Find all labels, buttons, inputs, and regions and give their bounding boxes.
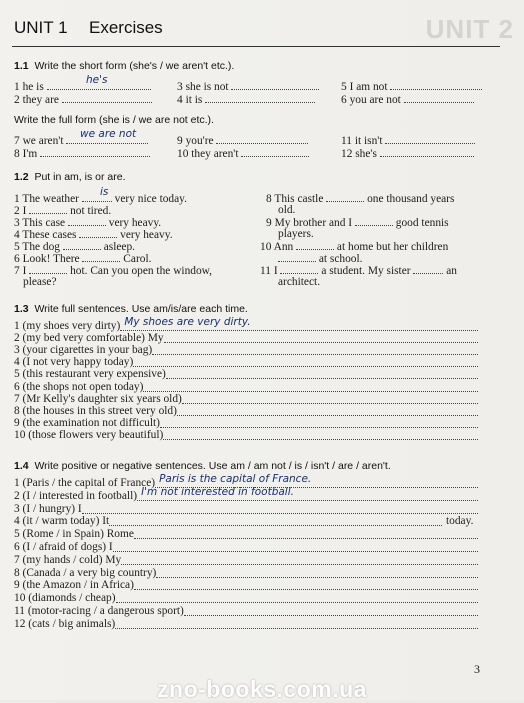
item-number: 4 <box>14 356 20 369</box>
item-prompt: (I not very happy today) <box>19 356 134 369</box>
answer-line <box>115 619 478 629</box>
item-number: 6 <box>14 380 20 393</box>
item-1-2-7: 7 I hot. Can you open the window, <box>14 265 213 277</box>
item-prompt: (cats / big animals) <box>25 617 116 630</box>
site-watermark: zno-books.com.ua <box>157 676 367 702</box>
sentence-item <box>14 381 143 393</box>
sentence-item <box>14 579 134 591</box>
sentence-item <box>14 344 152 356</box>
item-number: 8 <box>14 566 20 579</box>
item-1-2-3: 3 This case very heavy. <box>14 217 162 229</box>
answer-line <box>184 606 478 616</box>
answer-line <box>156 568 478 578</box>
sentence-item <box>14 605 184 617</box>
answer-line <box>164 333 478 343</box>
item-number: 11 <box>14 605 25 617</box>
item-1-2-11: 11 I a student. My sister an <box>260 265 458 277</box>
sentence-item <box>14 528 134 540</box>
answer-line <box>143 382 478 392</box>
item-number: 8 <box>14 404 20 417</box>
item-1-2-10-cont: at school. <box>278 252 363 265</box>
item-1-1-2: 2 they are <box>14 93 152 106</box>
sentence-item <box>14 368 166 380</box>
item-prompt: (I / hungry) I <box>19 502 82 515</box>
item-prompt: (Mr Kelly's daughter six years old) <box>19 392 182 405</box>
sentence-item <box>14 405 177 417</box>
exercise-1-4-heading <box>14 460 391 472</box>
item-number: 1 <box>14 320 20 332</box>
sentence-item <box>14 429 163 441</box>
sentence-item <box>14 393 182 405</box>
item-prompt: (the houses in this street very old) <box>19 404 177 417</box>
answer-line <box>160 418 478 428</box>
handwritten-answer: My shoes are very dirty. <box>124 316 251 328</box>
unit-header <box>12 16 500 47</box>
exercise-1-1-heading <box>14 60 234 72</box>
exercise-instruction: Write the short form (she's / we aren't etc.). <box>34 60 235 72</box>
item-prompt: (the shops not open today) <box>19 380 144 393</box>
exercise-1-1-subheading: Write the full form (she is / we are not etc.). <box>14 114 214 126</box>
bleed-through-heading: UNIT 2 <box>425 14 514 44</box>
item-1-2-10: 10 Ann at home but her children <box>260 241 449 253</box>
item-1-1-6: 6 you are not <box>341 93 474 106</box>
item-prompt: (my hands / cold) My <box>19 553 122 566</box>
item-1-1-3: 3 she is not <box>177 80 319 93</box>
item-prompt: (your cigarettes in your bag) <box>19 344 153 357</box>
answer-line <box>116 593 478 603</box>
item-prompt: (this restaurant very expensive) <box>19 368 166 381</box>
item-number: 3 <box>14 344 20 357</box>
item-prompt: (those flowers very beautiful) <box>25 428 164 441</box>
exercise-instruction: Write positive or negative sentences. Use am / am not / is / isn't / are / aren't. <box>34 460 391 472</box>
sentence-item <box>14 417 160 429</box>
item-number: 7 <box>14 553 20 566</box>
item-1-2-4: 4 These cases very heavy. <box>14 229 173 241</box>
item-1-2-6: 6 Look! There Carol. <box>14 253 152 265</box>
item-number: 2 <box>14 332 20 345</box>
item-1-2-5: 5 The dog asleep. <box>14 241 136 253</box>
item-number: 12 <box>14 617 26 630</box>
page-title: Exercises <box>89 18 163 37</box>
answer-line <box>163 430 478 440</box>
sentence-item <box>14 332 164 344</box>
exercise-number: 1.2 <box>14 171 29 183</box>
item-1-1-4: 4 it is <box>177 93 315 106</box>
item-prompt: (the Amazon / in Africa) <box>19 579 134 592</box>
item-1-1-1: 1 he is <box>14 80 151 93</box>
exercise-number: 1.1 <box>14 60 29 72</box>
answer-line <box>177 406 478 416</box>
item-1-2-9-cont: players. <box>278 228 314 240</box>
handwritten-answer: we are not <box>80 128 137 140</box>
sentence-item <box>14 477 155 489</box>
answer-line <box>134 580 478 590</box>
answer-line <box>133 357 478 367</box>
answer-line <box>166 369 478 379</box>
item-1-2-1: 1 The weather very nice today. <box>14 193 187 205</box>
sentence-item <box>14 515 109 527</box>
exercise-number: 1.4 <box>14 460 29 472</box>
item-prompt: (Paris / the capital of France) <box>19 477 156 489</box>
item-1-1-11: 11 it isn't <box>341 134 475 147</box>
answer-line <box>182 394 478 404</box>
item-1-2-7-cont: please? <box>23 276 57 288</box>
sentence-item <box>14 554 121 566</box>
item-1-2-9: 9 My brother and I good tennis <box>266 217 449 229</box>
item-prompt: (Rome / in Spain) Rome <box>19 528 134 541</box>
item-prompt: (diamonds / cheap) <box>25 592 116 605</box>
handwritten-answer: he's <box>86 74 108 86</box>
item-number: 4 <box>14 515 20 528</box>
handwritten-answer: Paris is the capital of France. <box>159 473 312 485</box>
answer-line <box>82 504 478 514</box>
answer-line <box>109 516 442 526</box>
sentence-item <box>14 320 120 332</box>
sentence-item <box>14 503 82 515</box>
exercise-instruction: Write full sentences. Use am/is/are each time. <box>34 303 248 315</box>
unit-label: UNIT 1 <box>14 18 68 37</box>
exercise-1-2-heading <box>14 171 126 183</box>
sentence-item <box>14 490 137 502</box>
sentence-item <box>14 618 115 630</box>
page-number: 3 <box>474 662 480 676</box>
answer-line <box>134 529 478 539</box>
answer-line <box>113 542 478 552</box>
handwritten-answer: I'm not interested in football. <box>141 485 294 498</box>
item-number: 5 <box>14 528 20 541</box>
sentence-item <box>14 592 116 604</box>
item-1-1-8: 8 I'm <box>14 147 150 160</box>
exercise-instruction: Put in am, is or are. <box>34 171 126 183</box>
item-number: 9 <box>14 579 20 592</box>
item-1-1-9: 9 you're <box>177 134 308 147</box>
sentence-item <box>14 567 156 579</box>
exercise-1-3-heading <box>14 303 248 315</box>
item-number: 1 <box>14 477 20 489</box>
item-prompt: (it / warm today) It <box>19 515 110 528</box>
item-prompt: (my bed very comfortable) My <box>19 332 164 345</box>
item-number: 10 <box>14 428 26 441</box>
item-1-2-8-cont: old. <box>278 204 296 216</box>
item-number: 3 <box>14 502 20 515</box>
item-number: 9 <box>14 416 20 429</box>
sentence-item <box>14 356 133 368</box>
item-number: 6 <box>14 541 20 553</box>
item-number: 7 <box>14 392 20 405</box>
item-prompt: (motor-racing / a dangerous sport) <box>24 605 184 617</box>
item-1-2-11-cont: architect. <box>278 276 321 288</box>
item-number: 10 <box>14 592 26 605</box>
answer-line <box>152 345 478 355</box>
item-tail: today. <box>446 515 474 528</box>
answer-line <box>121 555 478 565</box>
item-prompt: (I / interested in football) <box>19 489 138 502</box>
item-1-1-10: 10 they aren't <box>177 147 309 160</box>
item-prompt: (I / afraid of dogs) I <box>19 541 113 553</box>
item-1-1-5: 5 I am not <box>341 80 482 93</box>
sentence-item <box>14 541 113 553</box>
exercise-number: 1.3 <box>14 303 29 315</box>
item-1-2-8: 8 This castle one thousand years <box>266 193 455 205</box>
item-1-1-7: 7 we aren't <box>14 134 148 147</box>
item-prompt: (Canada / a very big country) <box>19 566 157 579</box>
item-number: 2 <box>14 489 20 502</box>
item-prompt: (the examination not difficult) <box>19 416 160 429</box>
item-prompt: (my shoes very dirty) <box>19 320 121 332</box>
handwritten-answer: is <box>100 186 109 198</box>
item-1-1-12: 12 she's <box>341 147 474 160</box>
item-1-2-2: 2 I not tired. <box>14 205 112 217</box>
item-number: 5 <box>14 368 20 381</box>
